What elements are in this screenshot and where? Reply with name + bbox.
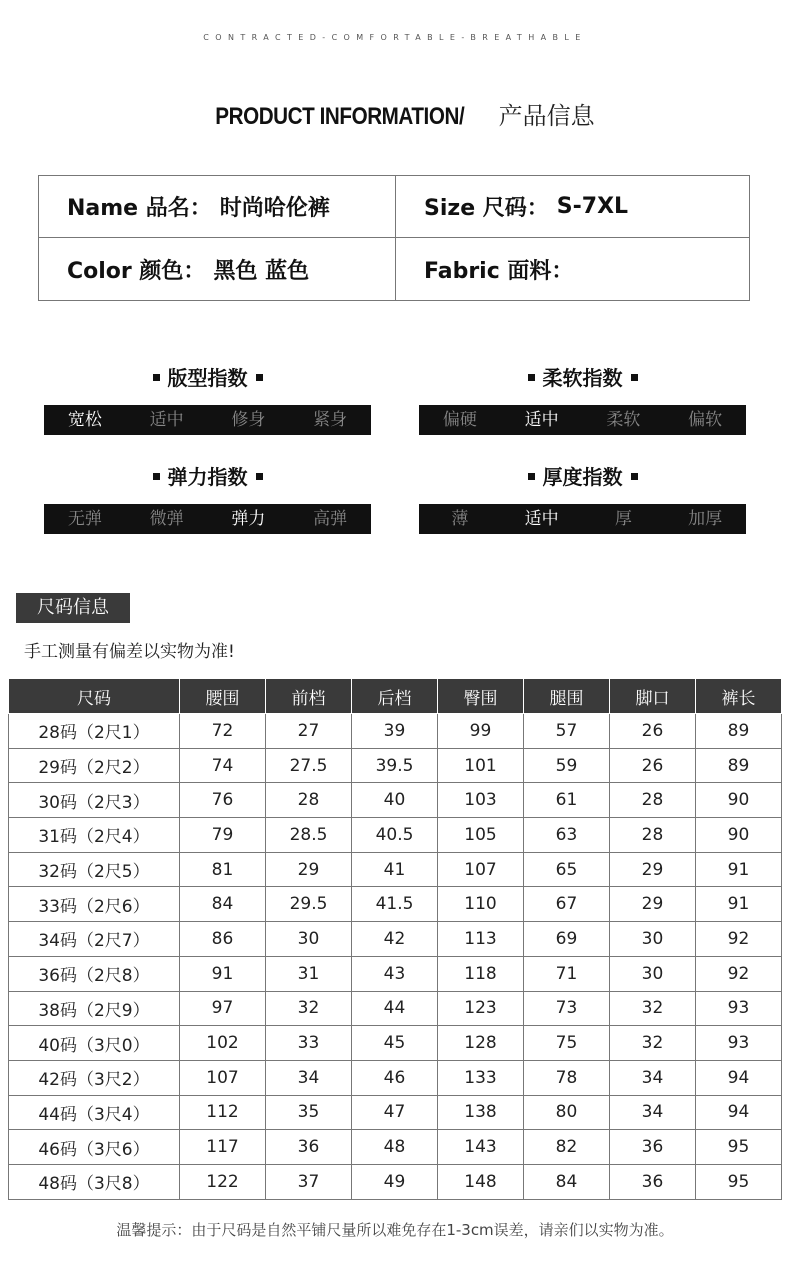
table-cell: 33码（2尺6） [9,887,180,922]
table-row [9,818,782,853]
table-cell: 32 [266,991,352,1026]
table-cell: 34 [610,1095,696,1130]
table-cell: 39.5 [352,748,438,783]
table-cell: 63 [524,818,610,853]
square-bullet-icon [528,374,535,381]
table-cell: 29码（2尺2） [9,748,180,783]
table-cell: 81 [180,852,266,887]
column-header: 前档 [266,679,352,714]
table-cell: 47 [352,1095,438,1130]
table-cell: 38码（2尺9） [9,991,180,1026]
column-header: 后档 [352,679,438,714]
table-cell: 84 [180,887,266,922]
page-title-zh: 产品信息 [498,102,595,130]
elasticity-index-bar [44,504,371,534]
table-row [9,991,782,1026]
table-cell: 67 [524,887,610,922]
table-cell: 65 [524,852,610,887]
table-cell: 99 [438,714,524,749]
table-cell: 128 [438,1026,524,1061]
table-cell: 73 [524,991,610,1026]
table-cell: 143 [438,1130,524,1165]
table-cell: 48码（3尺8） [9,1164,180,1199]
square-bullet-icon [256,374,263,381]
index-option: 适中 [524,410,559,430]
table-cell: 26 [610,748,696,783]
square-bullet-icon [528,473,535,480]
name-value: 时尚哈伦裤 [219,196,330,221]
table-row [9,1026,782,1061]
table-cell: 90 [696,783,782,818]
table-cell: 45 [352,1026,438,1061]
table-cell: 49 [352,1164,438,1199]
table-cell: 39 [352,714,438,749]
table-cell: 28.5 [266,818,352,853]
softness-index [419,363,746,435]
table-cell: 57 [524,714,610,749]
table-cell: 44码（3尺4） [9,1095,180,1130]
square-bullet-icon [631,374,638,381]
table-cell: 31码（2尺4） [9,818,180,853]
thickness-index-title: 厚度指数 [419,462,746,492]
table-cell: 113 [438,922,524,957]
softness-index-title: 柔软指数 [419,363,746,393]
table-cell: 40码（3尺0） [9,1026,180,1061]
table-cell: 33 [266,1026,352,1061]
table-cell: 61 [524,783,610,818]
page-title-en: PRODUCT INFORMATION/ [215,103,465,130]
table-cell: 35 [266,1095,352,1130]
color-cell [39,238,396,300]
table-cell: 41.5 [352,887,438,922]
table-cell: 30 [610,956,696,991]
table-body [9,714,782,1200]
softness-index-bar [419,405,746,435]
table-cell: 105 [438,818,524,853]
table-cell: 76 [180,783,266,818]
column-header: 裤长 [696,679,782,714]
footer-note: 温馨提示：由于尺码是自然平铺尺量所以难免存在1-3cm误差，请亲们以实物为准。 [116,1221,674,1239]
table-cell: 41 [352,852,438,887]
table-cell: 86 [180,922,266,957]
table-cell: 29.5 [266,887,352,922]
index-option: 适中 [524,509,559,529]
table-cell: 46 [352,1060,438,1095]
name-label: Name 品名： [67,196,212,221]
index-option: 微弹 [149,509,184,529]
table-cell: 78 [524,1060,610,1095]
index-option: 修身 [231,410,266,430]
table-cell: 95 [696,1164,782,1199]
table-row [9,714,782,749]
size-label: Size 尺码： [424,196,549,221]
index-option: 适中 [149,410,184,430]
index-option: 弹力 [231,509,266,529]
table-cell: 74 [180,748,266,783]
table-cell: 123 [438,991,524,1026]
table-cell: 79 [180,818,266,853]
table-cell: 75 [524,1026,610,1061]
table-row [9,922,782,957]
table-cell: 89 [696,748,782,783]
table-cell: 27 [266,714,352,749]
fabric-label: Fabric 面料： [424,258,574,284]
table-cell: 138 [438,1095,524,1130]
measurement-note: 手工测量有偏差以实物为准! [24,642,235,662]
table-cell: 34 [610,1060,696,1095]
table-cell: 44 [352,991,438,1026]
table-cell: 36码（2尺8） [9,956,180,991]
name-cell [39,176,396,238]
column-header: 臀围 [438,679,524,714]
table-cell: 91 [180,956,266,991]
table-cell: 90 [696,818,782,853]
table-cell: 42 [352,922,438,957]
table-cell: 91 [696,887,782,922]
table-cell: 28 [610,818,696,853]
table-row [9,1130,782,1165]
table-cell: 103 [438,783,524,818]
table-cell: 133 [438,1060,524,1095]
table-cell: 71 [524,956,610,991]
thickness-index [419,462,746,534]
table-cell: 91 [696,852,782,887]
size-table [8,678,782,1200]
product-info-grid [38,175,750,301]
table-row [9,1095,782,1130]
table-cell: 28 [266,783,352,818]
table-cell: 29 [610,852,696,887]
fabric-cell [396,238,749,300]
table-cell: 34码（2尺7） [9,922,180,957]
size-value: S-7XL [556,194,629,219]
index-option: 宽松 [67,410,102,430]
table-row [9,1060,782,1095]
table-row [9,956,782,991]
table-cell: 92 [696,922,782,957]
table-cell: 28码（2尺1） [9,714,180,749]
table-cell: 32 [610,1026,696,1061]
table-cell: 107 [438,852,524,887]
index-option: 厚 [614,509,632,529]
table-cell: 102 [180,1026,266,1061]
table-cell: 36 [266,1130,352,1165]
table-cell: 94 [696,1060,782,1095]
column-header: 腿围 [524,679,610,714]
elasticity-index-title: 弹力指数 [44,462,371,492]
table-cell: 95 [696,1130,782,1165]
table-cell: 117 [180,1130,266,1165]
fit-index-title: 版型指数 [44,363,371,393]
table-cell: 101 [438,748,524,783]
table-cell: 28 [610,783,696,818]
table-cell: 42码（3尺2） [9,1060,180,1095]
table-cell: 89 [696,714,782,749]
table-cell: 122 [180,1164,266,1199]
square-bullet-icon [256,473,263,480]
table-cell: 30 [610,922,696,957]
table-row [9,783,782,818]
table-cell: 46码（3尺6） [9,1130,180,1165]
table-cell: 34 [266,1060,352,1095]
table-cell: 97 [180,991,266,1026]
column-header: 脚口 [610,679,696,714]
index-option: 紧身 [313,410,348,430]
page-title [0,96,790,131]
table-row [9,852,782,887]
table-cell: 29 [610,887,696,922]
square-bullet-icon [153,374,160,381]
square-bullet-icon [631,473,638,480]
index-option: 偏软 [688,410,723,430]
table-row [9,887,782,922]
table-cell: 82 [524,1130,610,1165]
index-option: 加厚 [688,509,723,529]
table-cell: 110 [438,887,524,922]
index-option: 薄 [451,509,469,529]
color-value: 黑色 蓝色 [213,258,310,284]
size-info-tag: 尺码信息 [16,593,130,623]
table-cell: 31 [266,956,352,991]
table-row [9,1164,782,1199]
column-header: 尺码 [9,679,180,714]
table-cell: 40.5 [352,818,438,853]
table-cell: 93 [696,991,782,1026]
table-row [9,748,782,783]
table-cell: 43 [352,956,438,991]
index-option: 柔软 [606,410,641,430]
index-option: 无弹 [67,509,102,529]
fit-index-bar [44,405,371,435]
index-option: 偏硬 [442,410,477,430]
table-cell: 32码（2尺5） [9,852,180,887]
table-cell: 29 [266,852,352,887]
color-label: Color 颜色： [67,258,206,284]
table-cell: 40 [352,783,438,818]
table-cell: 30 [266,922,352,957]
table-cell: 72 [180,714,266,749]
table-cell: 37 [266,1164,352,1199]
thickness-index-bar [419,504,746,534]
table-cell: 30码（2尺3） [9,783,180,818]
index-option: 高弹 [313,509,348,529]
table-cell: 48 [352,1130,438,1165]
column-header: 腰围 [180,679,266,714]
square-bullet-icon [153,473,160,480]
fit-index [44,363,371,435]
table-cell: 148 [438,1164,524,1199]
table-cell: 36 [610,1164,696,1199]
elasticity-index [44,462,371,534]
table-cell: 84 [524,1164,610,1199]
table-cell: 59 [524,748,610,783]
tagline: CONTRACTED-COMFORTABLE-BREATHABLE [203,33,587,42]
table-cell: 92 [696,956,782,991]
size-cell [396,176,749,238]
table-cell: 112 [180,1095,266,1130]
table-cell: 93 [696,1026,782,1061]
table-cell: 118 [438,956,524,991]
table-cell: 36 [610,1130,696,1165]
table-cell: 107 [180,1060,266,1095]
table-cell: 32 [610,991,696,1026]
table-cell: 69 [524,922,610,957]
table-cell: 26 [610,714,696,749]
table-cell: 27.5 [266,748,352,783]
table-header-row [9,679,782,714]
table-cell: 94 [696,1095,782,1130]
table-cell: 80 [524,1095,610,1130]
